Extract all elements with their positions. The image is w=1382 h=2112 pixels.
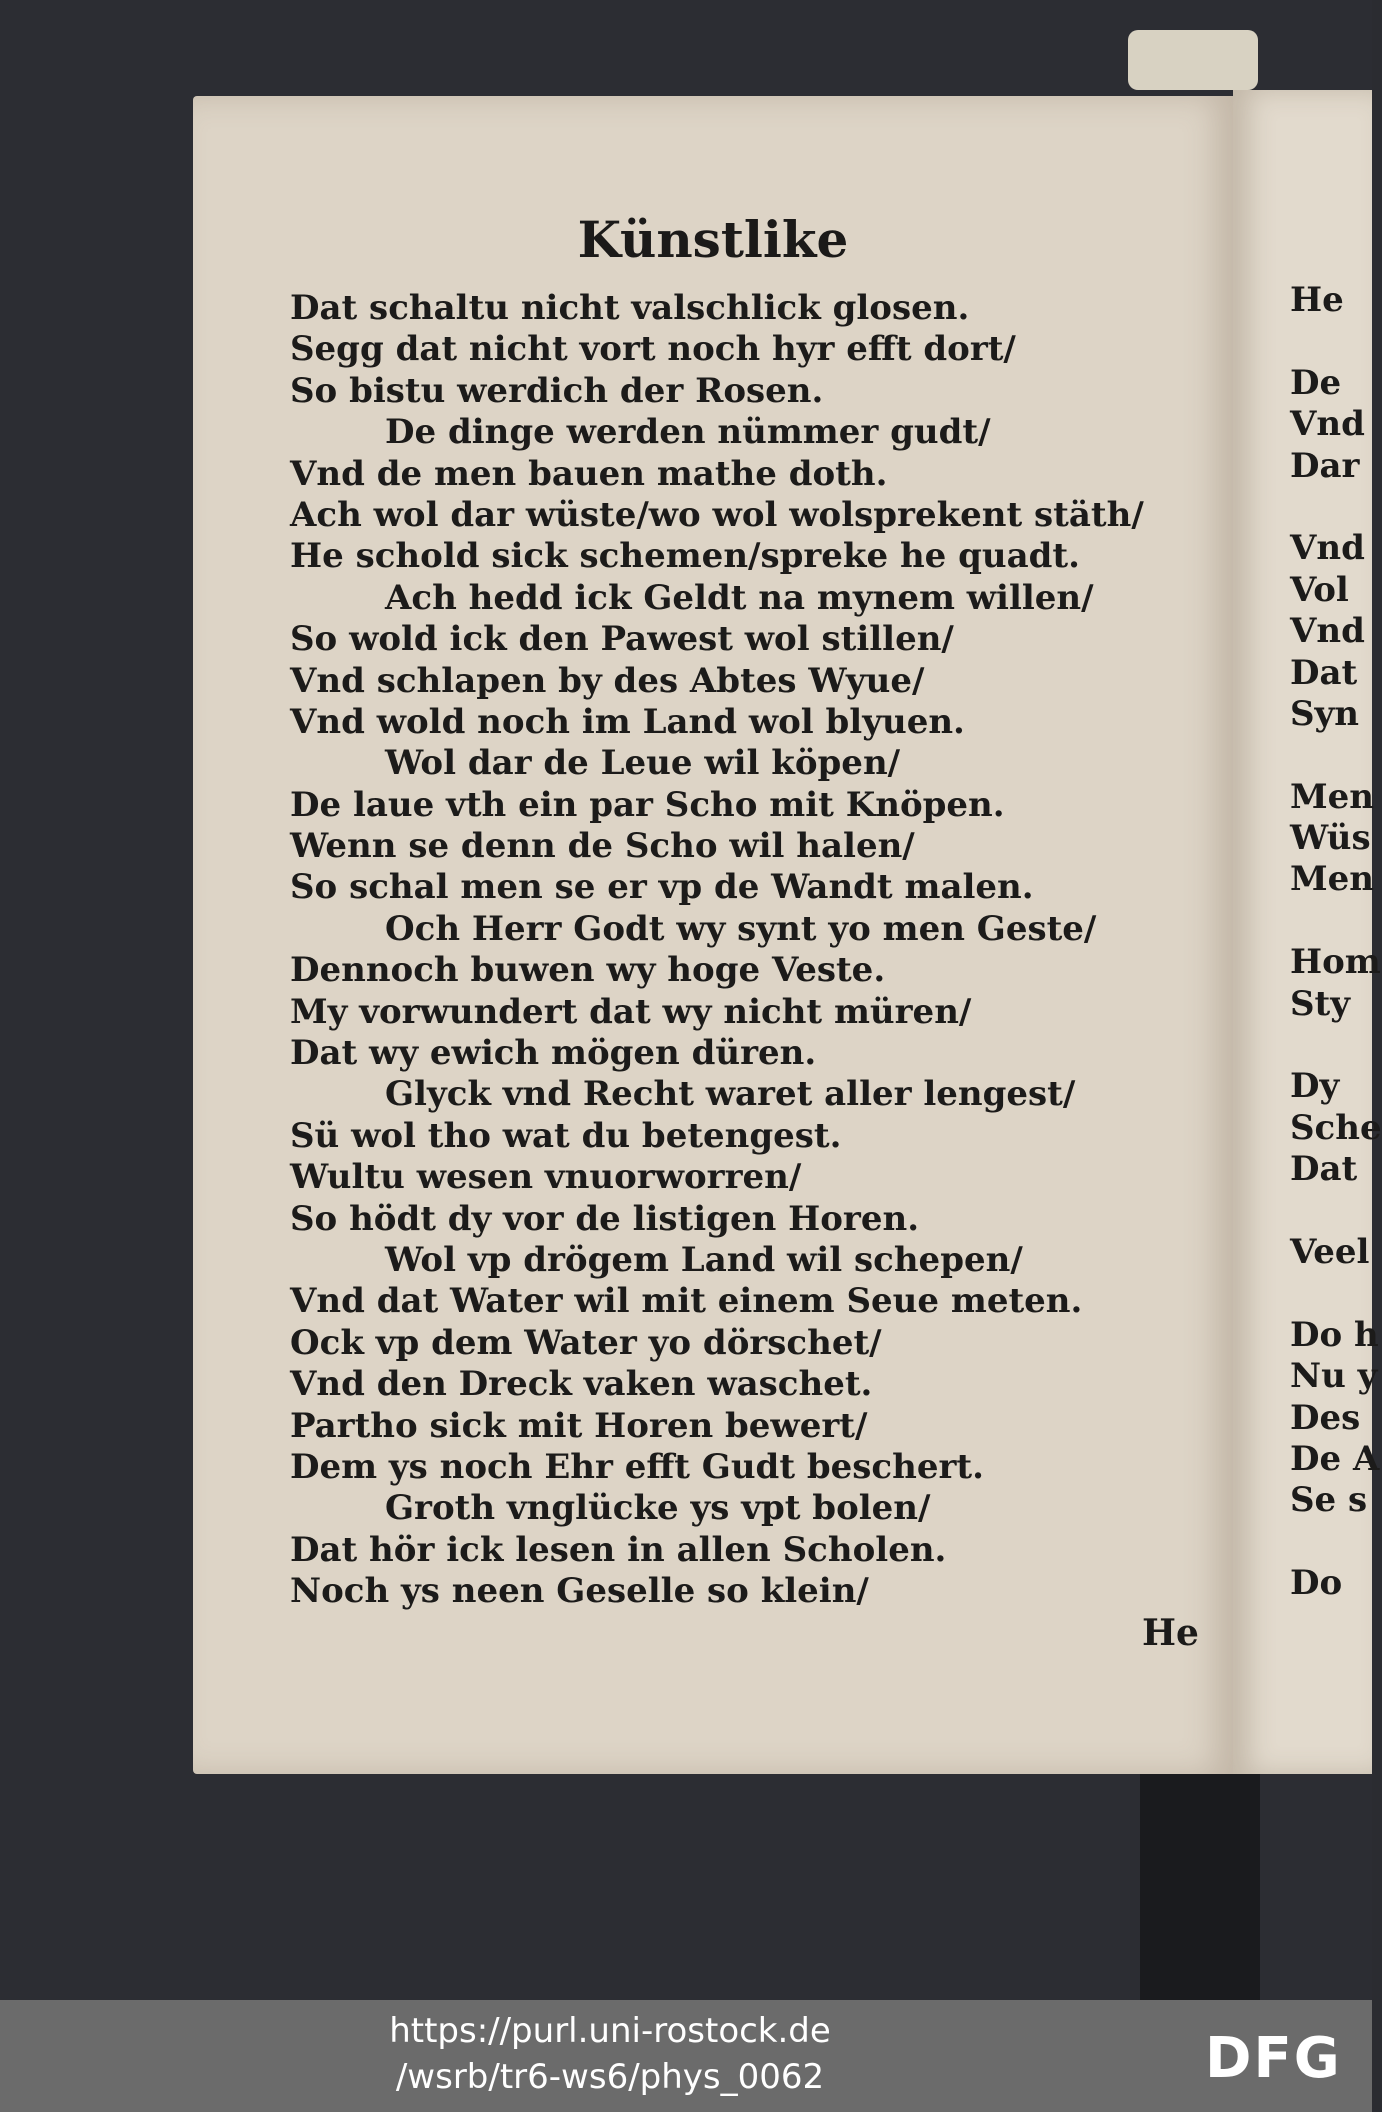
right-page-fragment [1290, 1191, 1372, 1232]
verse-line: Dat schaltu nicht valschlick glosen. [290, 288, 970, 328]
book-spine-bottom [1140, 1770, 1260, 2000]
right-page-fragment: Vnd [1290, 611, 1365, 652]
verse-line: So wold ick den Pawest wol stillen/ [290, 619, 954, 660]
verse-line: Vnd schlapen by des Abtes Wyue/ [290, 660, 925, 701]
right-page-fragment: De [1290, 362, 1342, 403]
right-page-fragment: Do [1290, 1563, 1343, 1604]
right-page-fragment: Des [1290, 1397, 1361, 1438]
dfg-logo: DFG [1205, 2026, 1342, 2091]
right-page-fragment: Dat [1290, 652, 1358, 693]
verse-line: So bistu werdich der Rosen. [290, 370, 824, 411]
verse-line: Dat wy ewich mögen düren. [290, 1033, 817, 1074]
right-page-fragment: Sche [1290, 1107, 1382, 1148]
verse-line: Glyck vnd Recht waret aller lengest/ [385, 1074, 1076, 1115]
right-page-fragment: Wüs [1290, 818, 1371, 859]
verse-line: My vorwundert dat wy nicht müren/ [290, 991, 972, 1032]
right-page-fragment [1290, 735, 1372, 776]
catchword: He [1142, 1612, 1199, 1654]
right-page-fragment: Dy [1290, 1066, 1340, 1107]
right-page-fragment: Dat [1290, 1149, 1358, 1190]
right-page-fragment: De A [1290, 1438, 1380, 1479]
verse-line: Groth vnglücke ys vpt bolen/ [385, 1488, 931, 1529]
right-page-fragment: Sty [1290, 983, 1351, 1024]
verse-line: Wol dar de Leue wil köpen/ [385, 743, 901, 784]
right-page-fragment: Nu y [1290, 1356, 1378, 1397]
verse-line: So hödt dy vor de listigen Horen. [290, 1198, 920, 1239]
right-page-fragment: Do h [1290, 1314, 1379, 1355]
right-page-fragment: Hom [1290, 942, 1381, 983]
verse-line: Dem ys noch Ehr efft Gudt beschert. [290, 1446, 984, 1487]
right-page-fragment: Veel [1290, 1231, 1370, 1272]
right-page-fragment: Men [1290, 776, 1374, 817]
right-page-text-fragments [1290, 280, 1382, 1605]
right-page-fragment: Dar [1290, 445, 1360, 486]
right-page-fragment: Vnd [1290, 404, 1365, 445]
book-spine-top [1128, 30, 1258, 90]
right-page-fragment [1290, 321, 1372, 362]
right-page-fragment: Se s [1290, 1480, 1368, 1521]
verse-line: Och Herr Godt wy synt yo men Geste/ [385, 908, 1097, 949]
verse-line: Noch ys neen Geselle so klein/ [290, 1571, 869, 1612]
page-header: Künstlike [577, 210, 849, 269]
verse-line: Wenn se denn de Scho wil halen/ [290, 826, 915, 867]
right-page-fragment: Syn [1290, 693, 1360, 734]
right-page-fragment: Men [1290, 859, 1374, 900]
right-page-fragment: He [1290, 280, 1344, 320]
verse-line: Vnd de men bauen mathe doth. [290, 453, 888, 494]
verse-line: Dennoch buwen wy hoge Veste. [290, 950, 886, 991]
verse-line: Wultu wesen vnuorworren/ [290, 1157, 802, 1198]
permalink-line-2[interactable]: /wsrb/tr6-ws6/phys_0062 [395, 2057, 825, 2097]
verse-line: Vnd den Dreck vaken waschet. [290, 1364, 873, 1405]
verse-line: Segg dat nicht vort noch hyr efft dort/ [290, 329, 1016, 370]
verse-line: Ock vp dem Water yo dörschet/ [290, 1322, 882, 1363]
right-page-fragment [1290, 901, 1372, 942]
permalink-line-1[interactable]: https://purl.uni-rostock.de [389, 2011, 831, 2051]
verse-line: Ach wol dar wüste/wo wol wolsprekent stäth/ [290, 494, 1144, 535]
verse-line: He schold sick schemen/spreke he quadt. [290, 536, 1080, 577]
right-page-fragment [1290, 1522, 1372, 1563]
right-page-fragment: Vnd [1290, 528, 1365, 569]
verse-line: De dinge werden nümmer gudt/ [385, 412, 991, 453]
verse-line: De laue vth ein par Scho mit Knöpen. [290, 784, 1005, 825]
right-page-fragment [1290, 1273, 1372, 1314]
verse-line: Partho sick mit Horen bewert/ [290, 1405, 868, 1446]
verse-text [290, 288, 1170, 1613]
verse-line: Vnd wold noch im Land wol blyuen. [290, 701, 965, 742]
verse-line: Dat hör ick lesen in allen Scholen. [290, 1529, 947, 1570]
verse-line: Sü wol tho wat du betengest. [290, 1115, 842, 1156]
verse-line: Vnd dat Water wil mit einem Seue meten. [290, 1281, 1083, 1322]
right-page-fragment [1290, 487, 1372, 528]
right-page-fragment: Vol [1290, 569, 1349, 610]
verse-line: Ach hedd ick Geldt na mynem willen/ [385, 577, 1094, 618]
verse-line: Wol vp drögem Land wil schepen/ [385, 1239, 1023, 1280]
verse-line: So schal men se er vp de Wandt malen. [290, 867, 1034, 908]
right-page-fragment [1290, 1025, 1372, 1066]
